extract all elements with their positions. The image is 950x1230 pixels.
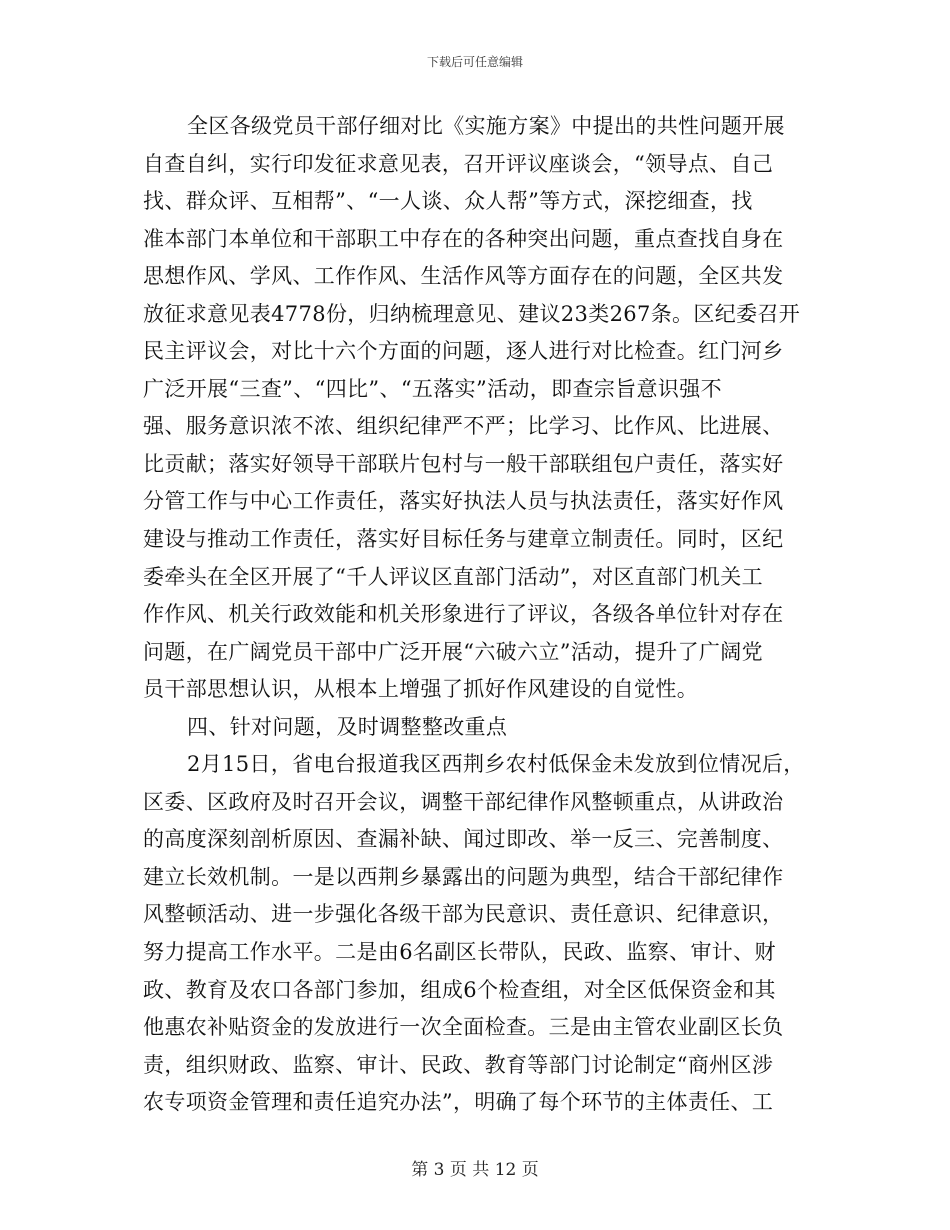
document-body	[143, 108, 815, 1122]
text-line: 他惠农补贴资金的发放进行一次全面检查。三是由主管农业副区长负	[143, 1015, 784, 1040]
page-number: 第 3 页 共 12 页	[411, 1160, 539, 1180]
text-line: 准本部门本单位和干部职工中存在的各种突出问题，重点查找自身在	[143, 226, 784, 251]
text-line: 区委、区政府及时召开会议，调整干部纪律作风整顿重点，从讲政治	[143, 789, 784, 814]
text-line: 找、群众评、互相帮”、“一人谈、众人帮”等方式，深挖细查，找	[143, 189, 753, 214]
text-line: 农专项资金管理和责任追究办法”，明确了每个环节的主体责任、工	[143, 1090, 774, 1115]
text-line: 自查自纠，实行印发征求意见表，召开评议座谈会，“领导点、自己	[143, 151, 774, 176]
text-line: 作作风、机关行政效能和机关形象进行了评议，各级各单位针对存在	[143, 602, 784, 627]
text-line: 责，组织财政、监察、审计、民政、教育等部门讨论制定“商州区涉	[143, 1052, 774, 1077]
text-line: 2月15日，省电台报道我区西荆乡农村低保金未发放到位情况后，	[187, 752, 805, 777]
text-line: 思想作风、学风、工作作风、生活作风等方面存在的问题，全区共发	[143, 264, 784, 289]
text-line: 广泛开展“三查”、“四比”、“五落实”活动，即查宗旨意识强不	[143, 376, 722, 401]
text-line: 的高度深刻剖析原因、查漏补缺、闻过即改、举一反三、完善制度、	[143, 827, 784, 852]
text-line: 民主评议会，对比十六个方面的问题，逐人进行对比检查。红门河乡	[143, 339, 784, 364]
text-line: 政、教育及农口各部门参加，组成6个检查组，对全区低保资金和其	[143, 977, 776, 1002]
text-line: 建立长效机制。一是以西荆乡暴露出的问题为典型，结合干部纪律作	[143, 864, 784, 889]
text-line: 员干部思想认识，从根本上增强了抓好作风建设的自觉性。	[143, 677, 699, 702]
text-line: 风整顿活动、进一步强化各级干部为民意识、责任意识、纪律意识，	[143, 902, 784, 927]
text-line: 建设与推动工作责任，落实好目标任务与建章立制责任。同时，区纪	[143, 527, 784, 552]
text-line: 分管工作与中心工作责任，落实好执法人员与执法责任，落实好作风	[143, 489, 784, 514]
section-heading: 四、针对问题，及时调整整改重点	[187, 714, 508, 739]
page-header: 下载后可任意编辑	[426, 55, 523, 69]
text-line: 努力提高工作水平。二是由6名副区长带队，民政、监察、审计、财	[143, 940, 776, 965]
text-line: 放征求意见表4778份，归纳梳理意见、建议23类267条。区纪委召开	[143, 301, 801, 326]
text-line: 比贡献；落实好领导干部联片包村与一般干部联组包户责任，落实好	[143, 451, 784, 476]
text-line: 问题，在广阔党员干部中广泛开展“六破六立”活动，提升了广阔党	[143, 639, 763, 664]
text-line: 强、服务意识浓不浓、组织纪律严不严；比学习、比作风、比进展、	[143, 414, 784, 439]
text-line: 全区各级党员干部仔细对比《实施方案》中提出的共性问题开展	[187, 114, 785, 138]
text-line: 委牵头在全区开展了“千人评议区直部门活动”，对区直部门机关工	[143, 564, 763, 589]
